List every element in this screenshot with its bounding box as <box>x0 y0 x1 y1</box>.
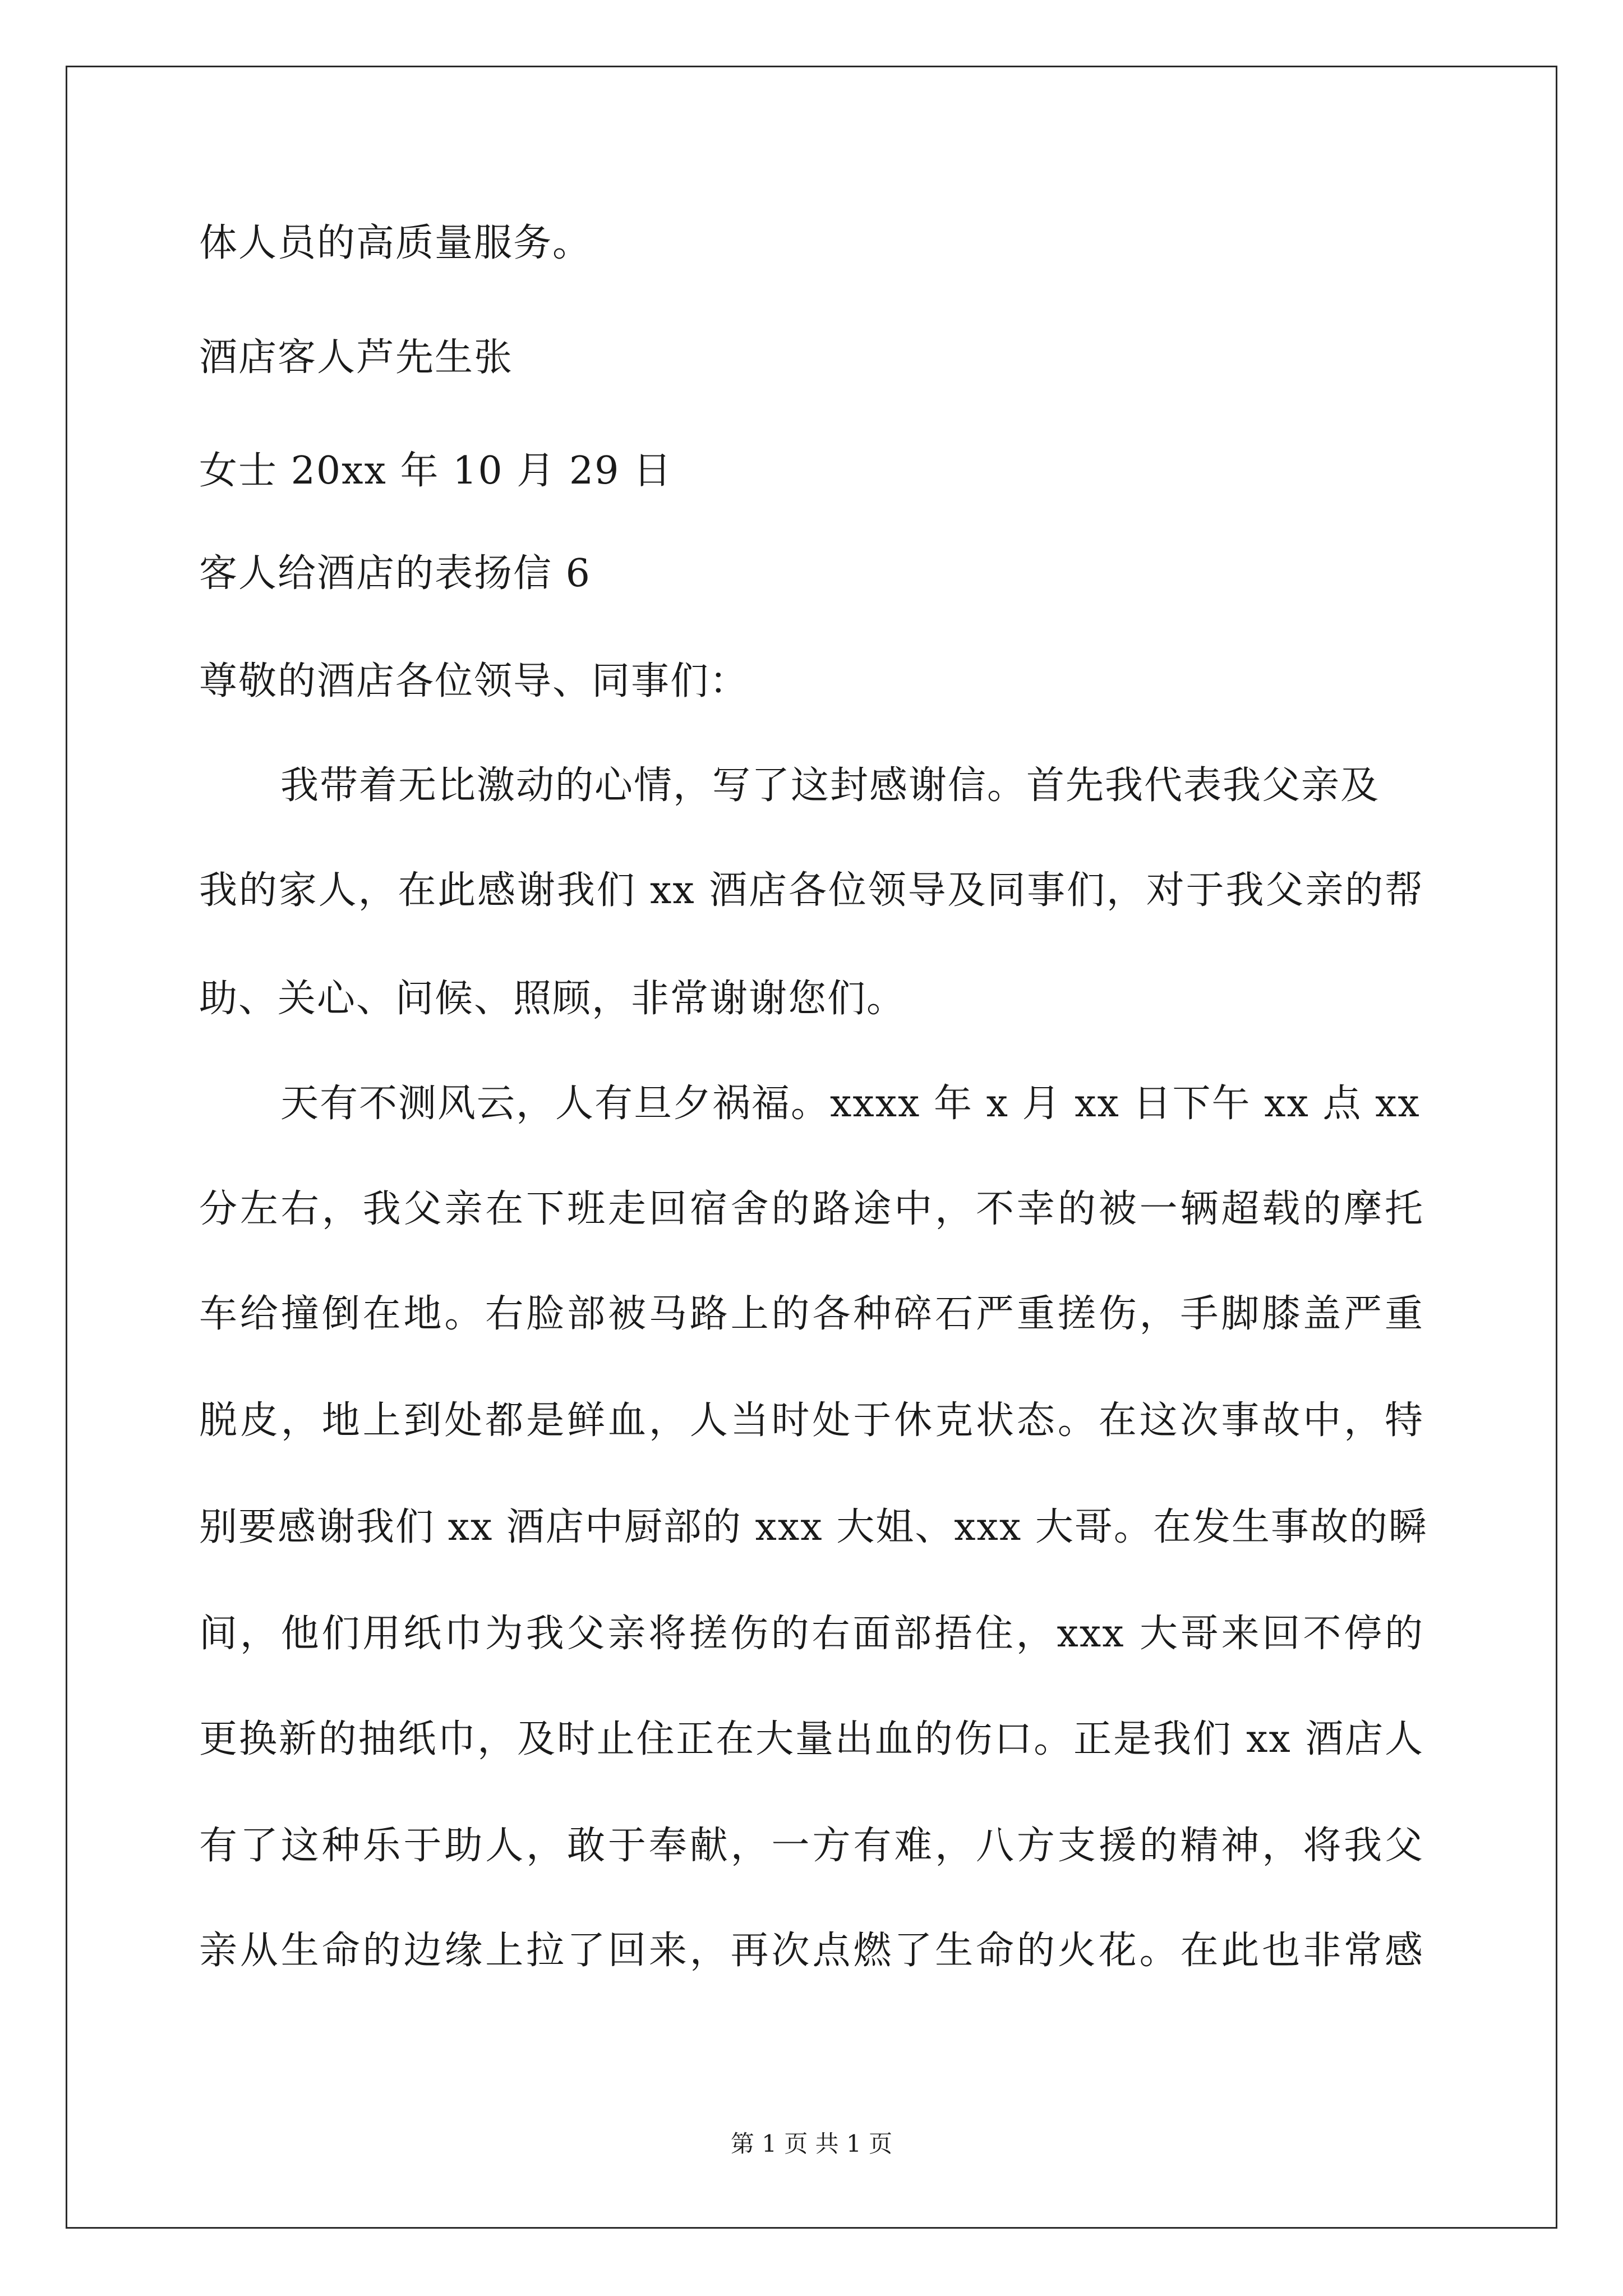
text-line: 体人员的高质量服务。 <box>199 221 592 265</box>
text-line: 酒店客人芦先生张 <box>199 335 514 380</box>
text-line: 脱皮，地上到处都是鲜血，人当时处于休克状态。在这次事故中，特 <box>199 1398 1424 1443</box>
text-line: 有了这种乐于助人，敢于奉献，一方有难，八方支援的精神，将我父 <box>199 1824 1424 1868</box>
text-line: 助、关心、问候、照顾，非常谢谢您们。 <box>199 977 906 1021</box>
page-border <box>66 66 1557 2229</box>
text-line: 天有不测风云，人有旦夕祸福。xxxx 年 x 月 xx 日下午 xx 点 xx <box>280 1082 1421 1126</box>
text-line: 间，他们用纸巾为我父亲将搓伤的右面部捂住，xxx 大哥来回不停的 <box>199 1612 1424 1656</box>
text-line: 车给撞倒在地。右脸部被马路上的各种碎石严重搓伤，手脚膝盖严重 <box>199 1292 1424 1336</box>
text-line: 分左右，我父亲在下班走回宿舍的路途中，不幸的被一辆超载的摩托 <box>199 1187 1424 1231</box>
text-line: 女士 20xx 年 10 月 29 日 <box>199 449 672 493</box>
page-number-footer: 第 1 页 共 1 页 <box>730 2130 893 2157</box>
text-line: 客人给酒店的表扬信 6 <box>199 551 591 596</box>
text-line: 我的家人，在此感谢我们 xx 酒店各位领导及同事们，对于我父亲的帮 <box>199 868 1424 913</box>
text-line: 更换新的抽纸巾，及时止住正在大量出血的伤口。正是我们 xx 酒店人 <box>199 1717 1424 1761</box>
text-line: 亲从生命的边缘上拉了回来，再次点燃了生命的火花。在此也非常感 <box>199 1929 1424 1973</box>
text-line: 别要感谢我们 xx 酒店中厨部的 xxx 大姐、xxx 大哥。在发生事故的瞬 <box>199 1505 1428 1549</box>
text-line: 我带着无比激动的心情，写了这封感谢信。首先我代表我父亲及 <box>280 763 1380 808</box>
salutation: 尊敬的酒店各位领导、同事们： <box>199 659 749 703</box>
